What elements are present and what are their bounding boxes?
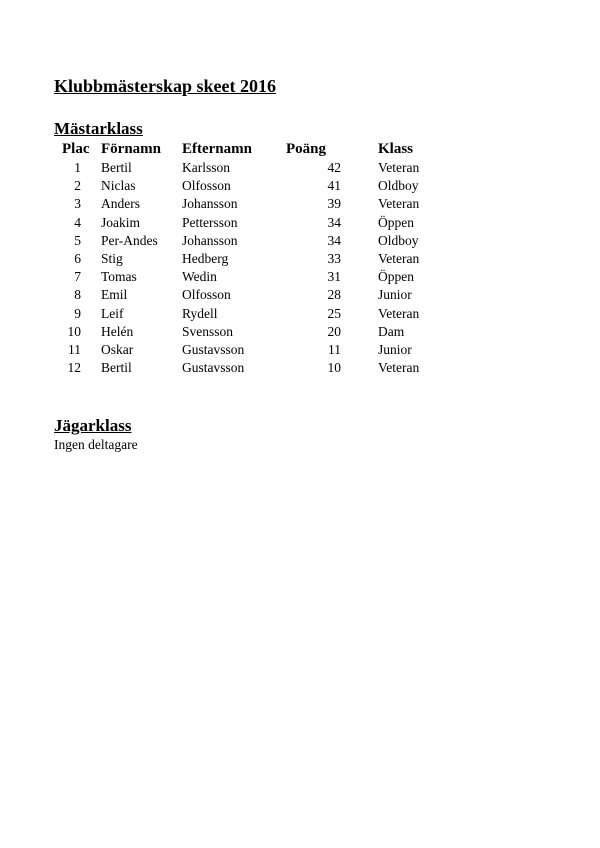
table-row	[54, 359, 448, 377]
table-row	[54, 159, 448, 177]
cell-plac: 12	[67, 360, 81, 376]
cell-klass: Öppen	[378, 269, 414, 285]
cell-poang: 34	[327, 214, 341, 230]
cell-spacer	[341, 250, 378, 268]
cell-klass: Veteran	[378, 251, 420, 267]
cell-fornamn: Emil	[101, 287, 128, 303]
column-header-plac: Plac	[62, 140, 90, 157]
document-title: Klubbmästerskap skeet 2016	[54, 76, 277, 96]
cell-klass: Junior	[378, 341, 412, 357]
cell-plac: 4	[74, 214, 81, 230]
cell-poang: 39	[327, 196, 341, 212]
cell-fornamn: Per-Andes	[101, 232, 158, 248]
cell-poang: 28	[327, 287, 341, 303]
cell-fornamn: Bertil	[101, 360, 132, 376]
cell-efternamn: Rydell	[182, 305, 218, 321]
cell-poang: 42	[327, 160, 341, 176]
cell-spacer	[341, 286, 378, 304]
cell-poang: 31	[327, 269, 341, 285]
cell-efternamn: Olfosson	[182, 287, 231, 303]
cell-efternamn: Wedin	[182, 269, 217, 285]
column-spacer	[341, 139, 378, 159]
cell-klass: Öppen	[378, 214, 414, 230]
cell-fornamn: Joakim	[101, 214, 140, 230]
cell-klass: Junior	[378, 287, 412, 303]
results-body	[54, 159, 448, 377]
cell-spacer	[341, 359, 378, 377]
cell-poang: 11	[328, 341, 341, 357]
cell-plac: 1	[74, 160, 81, 176]
cell-spacer	[341, 159, 378, 177]
table-row	[54, 195, 448, 213]
table-row	[54, 232, 448, 250]
cell-spacer	[341, 268, 378, 286]
cell-efternamn: Johansson	[182, 232, 238, 248]
section-heading-jagarklass: Jägarklass	[54, 416, 132, 435]
table-row	[54, 341, 448, 359]
column-header-efternamn: Efternamn	[182, 140, 252, 157]
cell-fornamn: Helén	[101, 323, 134, 339]
cell-plac: 3	[74, 196, 81, 212]
cell-spacer	[341, 341, 378, 359]
cell-poang: 41	[327, 178, 341, 194]
cell-plac: 10	[67, 323, 81, 339]
cell-poang: 25	[327, 305, 341, 321]
cell-fornamn: Bertil	[101, 160, 132, 176]
no-participants-note: Ingen deltagare	[54, 437, 138, 452]
cell-fornamn: Oskar	[101, 341, 134, 357]
cell-poang: 20	[327, 323, 341, 339]
table-row	[54, 286, 448, 304]
cell-klass: Veteran	[378, 305, 420, 321]
cell-poang: 33	[327, 251, 341, 267]
cell-spacer	[341, 195, 378, 213]
cell-spacer	[341, 214, 378, 232]
cell-fornamn: Tomas	[101, 269, 137, 285]
cell-poang: 34	[327, 232, 341, 248]
cell-fornamn: Stig	[101, 251, 123, 267]
cell-efternamn: Hedberg	[182, 251, 229, 267]
cell-plac: 8	[74, 287, 81, 303]
cell-plac: 6	[74, 251, 81, 267]
cell-efternamn: Johansson	[182, 196, 238, 212]
column-header-klass: Klass	[378, 140, 414, 157]
table-header-row	[54, 139, 448, 159]
cell-plac: 5	[74, 232, 81, 248]
cell-plac: 9	[74, 305, 81, 321]
cell-efternamn: Pettersson	[182, 214, 238, 230]
cell-fornamn: Anders	[101, 196, 140, 212]
cell-spacer	[341, 323, 378, 341]
column-header-fornamn: Förnamn	[101, 140, 161, 157]
cell-fornamn: Leif	[101, 305, 124, 321]
cell-spacer	[341, 232, 378, 250]
table-row	[54, 305, 448, 323]
cell-efternamn: Karlsson	[182, 160, 230, 176]
cell-plac: 11	[68, 341, 81, 357]
cell-klass: Oldboy	[378, 178, 419, 194]
results-table-mastarklass	[54, 139, 448, 377]
cell-fornamn: Niclas	[101, 178, 136, 194]
table-row	[54, 177, 448, 195]
cell-efternamn: Gustavsson	[182, 341, 245, 357]
table-row	[54, 250, 448, 268]
cell-klass: Veteran	[378, 160, 420, 176]
cell-efternamn: Olfosson	[182, 178, 231, 194]
table-row	[54, 214, 448, 232]
cell-efternamn: Gustavsson	[182, 360, 245, 376]
column-header-poang: Poäng	[286, 140, 327, 157]
cell-spacer	[341, 305, 378, 323]
cell-klass: Veteran	[378, 196, 420, 212]
cell-klass: Veteran	[378, 360, 420, 376]
cell-efternamn: Svensson	[182, 323, 234, 339]
cell-plac: 2	[74, 178, 81, 194]
cell-plac: 7	[74, 269, 81, 285]
cell-spacer	[341, 177, 378, 195]
cell-klass: Dam	[378, 323, 405, 339]
table-row	[54, 268, 448, 286]
cell-poang: 10	[327, 360, 341, 376]
table-row	[54, 323, 448, 341]
cell-klass: Oldboy	[378, 232, 419, 248]
section-heading-mastarklass: Mästarklass	[54, 119, 143, 138]
